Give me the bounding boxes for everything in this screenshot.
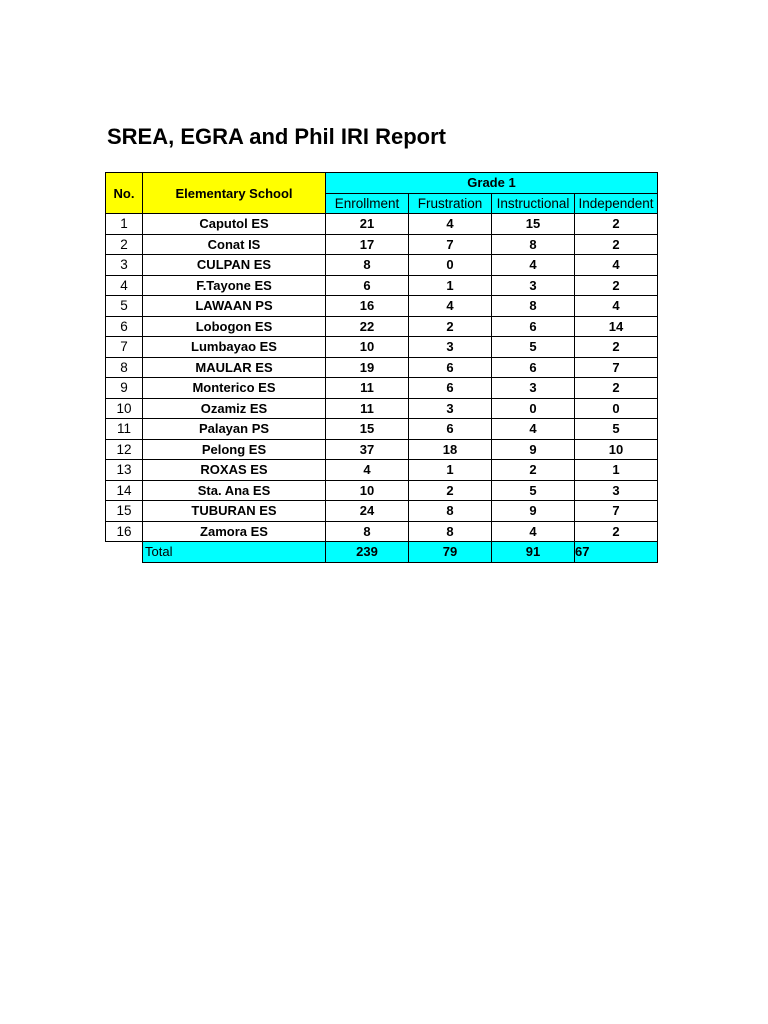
table-row bbox=[106, 378, 658, 399]
row-number: 7 bbox=[106, 337, 143, 358]
row-number: 9 bbox=[106, 378, 143, 399]
instructional-value: 8 bbox=[492, 296, 575, 317]
enrollment-value: 11 bbox=[326, 378, 409, 399]
row-number: 11 bbox=[106, 419, 143, 440]
instructional-value: 3 bbox=[492, 275, 575, 296]
row-number: 2 bbox=[106, 234, 143, 255]
independent-value: 3 bbox=[575, 480, 658, 501]
column-header-enrollment: Enrollment bbox=[326, 193, 409, 214]
table-row bbox=[106, 275, 658, 296]
instructional-value: 3 bbox=[492, 378, 575, 399]
frustration-value: 3 bbox=[409, 398, 492, 419]
independent-value: 2 bbox=[575, 214, 658, 235]
school-name: Monterico ES bbox=[143, 378, 326, 399]
total-instructional: 91 bbox=[492, 542, 575, 563]
frustration-value: 7 bbox=[409, 234, 492, 255]
independent-value: 2 bbox=[575, 275, 658, 296]
independent-value: 2 bbox=[575, 234, 658, 255]
frustration-value: 18 bbox=[409, 439, 492, 460]
row-number: 1 bbox=[106, 214, 143, 235]
school-name: Ozamiz ES bbox=[143, 398, 326, 419]
column-header-school: Elementary School bbox=[143, 173, 326, 214]
table-row bbox=[106, 357, 658, 378]
enrollment-value: 17 bbox=[326, 234, 409, 255]
school-name: TUBURAN ES bbox=[143, 501, 326, 522]
independent-value: 0 bbox=[575, 398, 658, 419]
frustration-value: 4 bbox=[409, 296, 492, 317]
independent-value: 10 bbox=[575, 439, 658, 460]
enrollment-value: 19 bbox=[326, 357, 409, 378]
independent-value: 2 bbox=[575, 378, 658, 399]
enrollment-value: 6 bbox=[326, 275, 409, 296]
table-row bbox=[106, 398, 658, 419]
enrollment-value: 37 bbox=[326, 439, 409, 460]
report-table bbox=[105, 172, 658, 563]
instructional-value: 9 bbox=[492, 501, 575, 522]
table-row bbox=[106, 419, 658, 440]
frustration-value: 6 bbox=[409, 378, 492, 399]
total-independent: 67 bbox=[575, 542, 658, 563]
row-number: 10 bbox=[106, 398, 143, 419]
total-blank-cell bbox=[106, 542, 143, 563]
enrollment-value: 10 bbox=[326, 337, 409, 358]
independent-value: 5 bbox=[575, 419, 658, 440]
table-row bbox=[106, 521, 658, 542]
page-title: SREA, EGRA and Phil IRI Report bbox=[107, 124, 446, 149]
column-header-no: No. bbox=[106, 173, 143, 214]
school-name: Zamora ES bbox=[143, 521, 326, 542]
instructional-value: 9 bbox=[492, 439, 575, 460]
row-number: 4 bbox=[106, 275, 143, 296]
independent-value: 7 bbox=[575, 357, 658, 378]
school-name: ROXAS ES bbox=[143, 460, 326, 481]
table-row bbox=[106, 214, 658, 235]
instructional-value: 0 bbox=[492, 398, 575, 419]
school-name: LAWAAN PS bbox=[143, 296, 326, 317]
row-number: 15 bbox=[106, 501, 143, 522]
instructional-value: 6 bbox=[492, 357, 575, 378]
frustration-value: 3 bbox=[409, 337, 492, 358]
independent-value: 2 bbox=[575, 337, 658, 358]
school-name: Conat IS bbox=[143, 234, 326, 255]
column-header-instructional: Instructional bbox=[492, 193, 575, 214]
row-number: 3 bbox=[106, 255, 143, 276]
row-number: 13 bbox=[106, 460, 143, 481]
enrollment-value: 16 bbox=[326, 296, 409, 317]
school-name: Caputol ES bbox=[143, 214, 326, 235]
table-row bbox=[106, 316, 658, 337]
column-header-grade: Grade 1 bbox=[326, 173, 658, 194]
table-row bbox=[106, 234, 658, 255]
instructional-value: 4 bbox=[492, 255, 575, 276]
enrollment-value: 4 bbox=[326, 460, 409, 481]
school-name: Pelong ES bbox=[143, 439, 326, 460]
frustration-value: 8 bbox=[409, 521, 492, 542]
table-row bbox=[106, 296, 658, 317]
independent-value: 7 bbox=[575, 501, 658, 522]
school-name: Lumbayao ES bbox=[143, 337, 326, 358]
enrollment-value: 8 bbox=[326, 255, 409, 276]
instructional-value: 8 bbox=[492, 234, 575, 255]
school-name: Sta. Ana ES bbox=[143, 480, 326, 501]
independent-value: 4 bbox=[575, 255, 658, 276]
enrollment-value: 15 bbox=[326, 419, 409, 440]
row-number: 14 bbox=[106, 480, 143, 501]
enrollment-value: 22 bbox=[326, 316, 409, 337]
school-name: Lobogon ES bbox=[143, 316, 326, 337]
frustration-value: 6 bbox=[409, 419, 492, 440]
instructional-value: 4 bbox=[492, 419, 575, 440]
enrollment-value: 21 bbox=[326, 214, 409, 235]
row-number: 5 bbox=[106, 296, 143, 317]
total-row bbox=[106, 542, 658, 563]
table-row bbox=[106, 439, 658, 460]
column-header-frustration: Frustration bbox=[409, 193, 492, 214]
school-name: MAULAR ES bbox=[143, 357, 326, 378]
instructional-value: 5 bbox=[492, 337, 575, 358]
total-label: Total bbox=[143, 542, 326, 563]
frustration-value: 8 bbox=[409, 501, 492, 522]
row-number: 16 bbox=[106, 521, 143, 542]
independent-value: 2 bbox=[575, 521, 658, 542]
school-name: F.Tayone ES bbox=[143, 275, 326, 296]
independent-value: 14 bbox=[575, 316, 658, 337]
frustration-value: 6 bbox=[409, 357, 492, 378]
frustration-value: 1 bbox=[409, 460, 492, 481]
row-number: 8 bbox=[106, 357, 143, 378]
frustration-value: 2 bbox=[409, 480, 492, 501]
row-number: 6 bbox=[106, 316, 143, 337]
table-row bbox=[106, 480, 658, 501]
instructional-value: 4 bbox=[492, 521, 575, 542]
table-body bbox=[106, 214, 658, 542]
instructional-value: 2 bbox=[492, 460, 575, 481]
table-row bbox=[106, 255, 658, 276]
row-number: 12 bbox=[106, 439, 143, 460]
instructional-value: 15 bbox=[492, 214, 575, 235]
enrollment-value: 24 bbox=[326, 501, 409, 522]
total-enrollment: 239 bbox=[326, 542, 409, 563]
frustration-value: 1 bbox=[409, 275, 492, 296]
school-name: CULPAN ES bbox=[143, 255, 326, 276]
instructional-value: 6 bbox=[492, 316, 575, 337]
table-row bbox=[106, 460, 658, 481]
frustration-value: 4 bbox=[409, 214, 492, 235]
independent-value: 4 bbox=[575, 296, 658, 317]
table-row bbox=[106, 337, 658, 358]
frustration-value: 0 bbox=[409, 255, 492, 276]
instructional-value: 5 bbox=[492, 480, 575, 501]
enrollment-value: 8 bbox=[326, 521, 409, 542]
enrollment-value: 11 bbox=[326, 398, 409, 419]
independent-value: 1 bbox=[575, 460, 658, 481]
frustration-value: 2 bbox=[409, 316, 492, 337]
total-frustration: 79 bbox=[409, 542, 492, 563]
school-name: Palayan PS bbox=[143, 419, 326, 440]
header-row-1 bbox=[106, 173, 658, 194]
column-header-independent: Independent bbox=[575, 193, 658, 214]
table-row bbox=[106, 501, 658, 522]
enrollment-value: 10 bbox=[326, 480, 409, 501]
